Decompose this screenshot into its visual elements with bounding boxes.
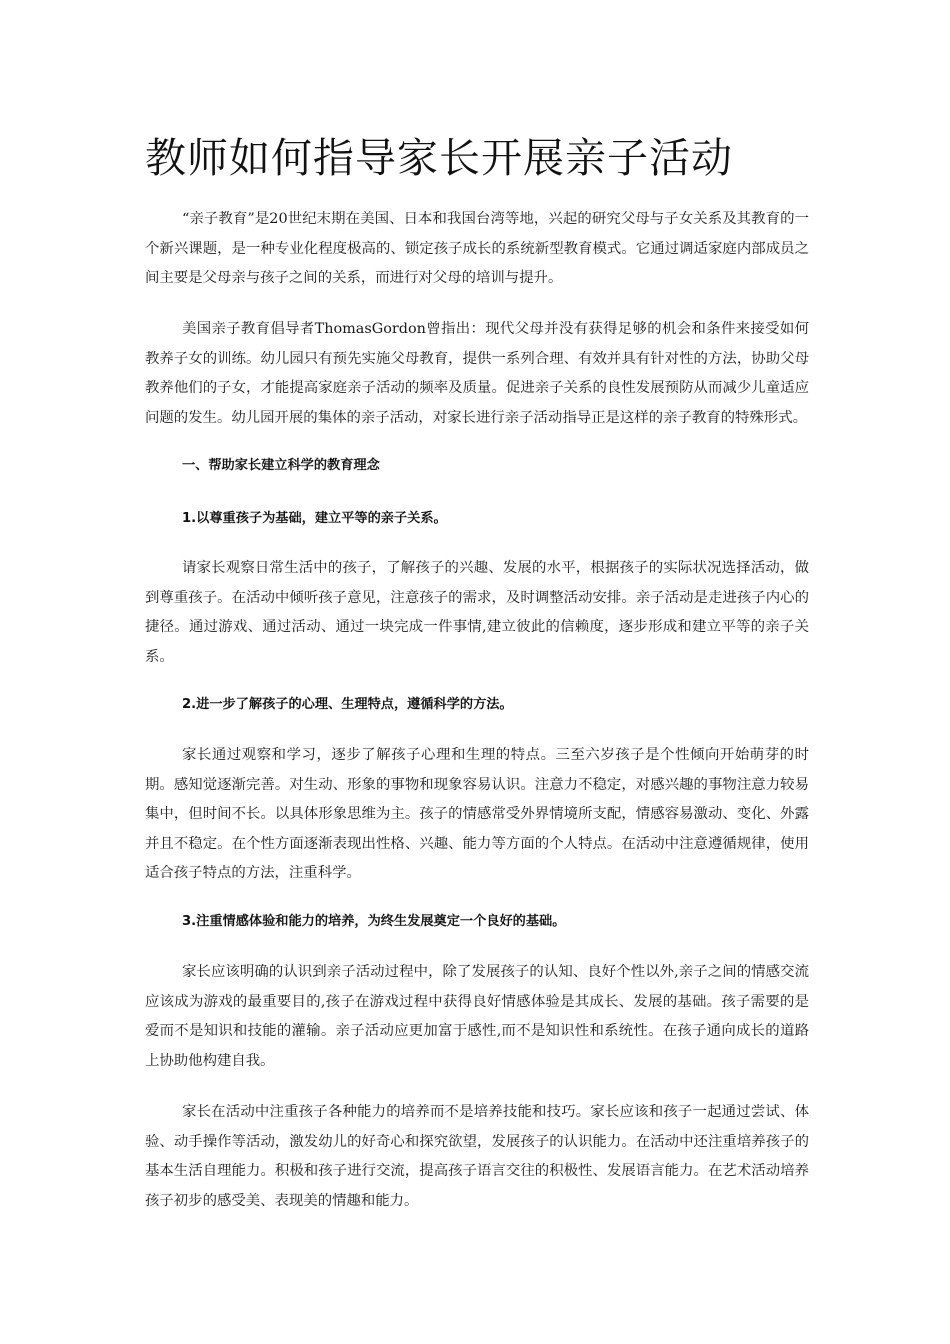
intro-paragraph-1: “亲子教育”是20世纪末期在美国、日本和我国台湾等地，兴起的研究父母与子女关系及其教育的一个新兴课题，是一种专业化程度极高的、锁定孩子成长的系统新型教育模式。它通过调适家庭内部成员之间主要是父母亲与孩子之间的关系，而进行对父母的培训与提升。 bbox=[145, 211, 809, 286]
subsection-1-body: 请家长观察日常生活中的孩子，了解孩子的兴趣、发展的水平，根据孩子的实际状况选择活动，做到尊重孩子。在活动中倾听孩子意见，注意孩子的需求，及时调整活动安排。亲子活动是走进孩子内心的捷径。通过游戏、通过活动、通过一块完成一件事情,建立彼此的信赖度，逐步形成和建立平等的亲子关系。 bbox=[145, 560, 809, 665]
subsection-heading-1: 1.以尊重孩子为基础，建立平等的亲子关系。 bbox=[182, 511, 447, 526]
subsection-3-body-1: 家长应该明确的认识到亲子活动过程中，除了发展孩子的认知、良好个性以外,亲子之间的情感交流应该成为游戏的最重要目的,孩子在游戏过程中获得良好情感体验是其成长、发展的基础。孩子需要的是爱而不是知识和技能的灌输。亲子活动应更加富于感性,而不是知识性和系统性。在孩子通向成长的道路上协助他构建自我。 bbox=[145, 964, 809, 1069]
intro-paragraph-2: 美国亲子教育倡导者ThomasGordon曾指出：现代父母并没有获得足够的机会和条件来接受如何教养子女的训练。幼儿园只有预先实施父母教育，提供一系列合理、有效并具有针对性的方法，协助父母教养他们的子女，才能提高家庭亲子活动的频率及质量。促进亲子关系的良性发展预防从而减少儿童适应问题的发生。幼儿园开展的集体的亲子活动，对家长进行亲子活动指导正是这样的亲子教育的特殊形式。 bbox=[145, 321, 809, 426]
subsection-heading-2: 2.进一步了解孩子的心理、生理特点，遵循科学的方法。 bbox=[182, 697, 513, 712]
subsection-3-body-2: 家长在活动中注重孩子各种能力的培养而不是培养技能和技巧。家长应该和孩子一起通过尝试、体验、动手操作等活动，激发幼儿的好奇心和探究欲望，发展孩子的认识能力。在活动中还注重培养孩子的基本生活自理能力。积极和孩子进行交流，提高孩子语言交往的积极性、发展语言能力。在艺术活动培养孩子初步的感受美、表现美的情趣和能力。 bbox=[145, 1104, 809, 1209]
subsection-heading-3: 3.注重情感体验和能力的培养，为终生发展奠定一个良好的基础。 bbox=[182, 914, 566, 929]
page-title: 教师如何指导家长开展亲子活动 bbox=[145, 134, 733, 182]
section-heading-1: 一、帮助家长建立科学的教育理念 bbox=[182, 458, 380, 473]
subsection-2-body: 家长通过观察和学习，逐步了解孩子心理和生理的特点。三至六岁孩子是个性倾向开始萌芽的时期。感知觉逐渐完善。对生动、形象的事物和现象容易认识。注意力不稳定，对感兴趣的事物注意力较易集中，但时间不长。以具体形象思维为主。孩子的情感常受外界情境所支配，情感容易激动、变化、外露并且不稳定。在个性方面逐渐表现出性格、兴趣、能力等方面的个人特点。在活动中注意遵循规律，使用适合孩子特点的方法，注重科学。 bbox=[145, 747, 809, 881]
